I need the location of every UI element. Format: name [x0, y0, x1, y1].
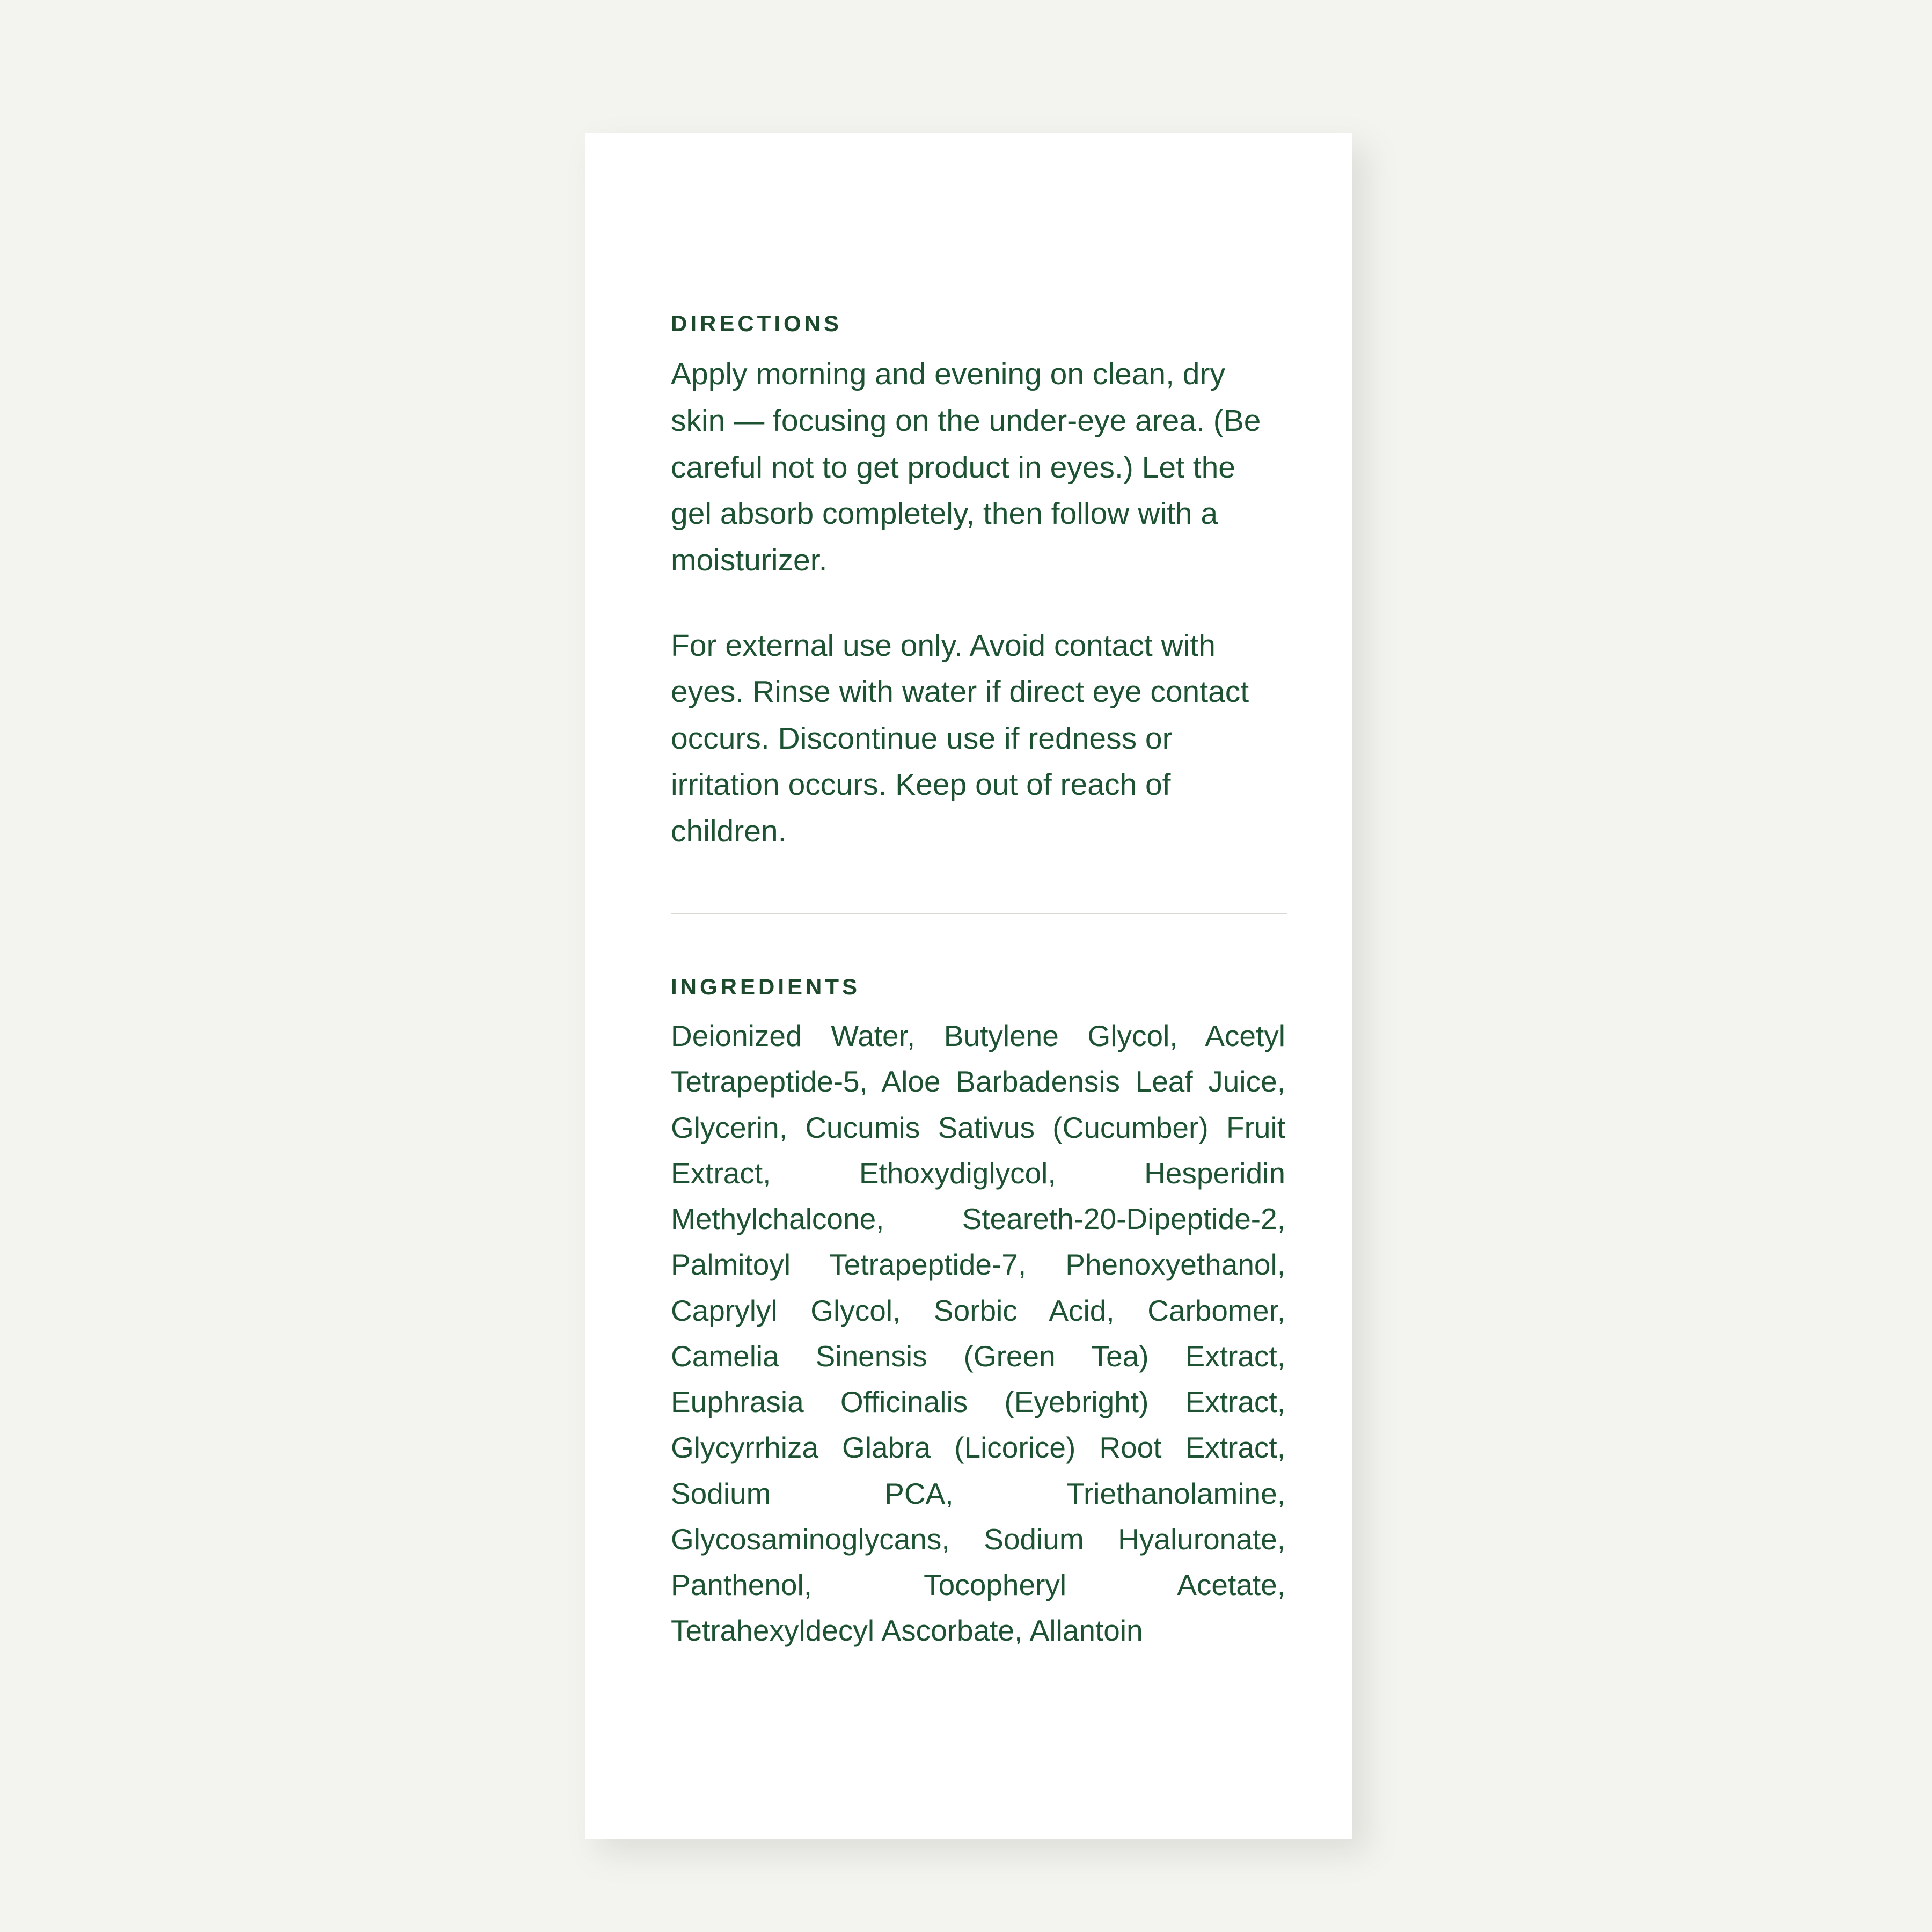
ingredients-list: Deionized Water, Butylene Glycol, Acetyl Tetrapeptide-5, Aloe Barbadensis Leaf Juice, Glycerin, Cucumis Sativus (Cucumber) Fruit Extract, Ethoxydiglycol, Hesperidin Methylchalcone, Steareth-20-Dipeptide-2, Palmitoyl Tetrapeptide-7, Phenoxyethanol, Caprylyl Glycol, Sorbic Acid, Carbomer, Camelia Sinensis (Green Tea) Extract, Euphrasia Officinalis (Eyebright) Extract, Glycyrrhiza Glabra (Licorice) Root Extract, Sodium PCA, Triethanolamine, Glycosaminoglycans, Sodium Hyaluronate, Panthenol, Tocopheryl Acetate, Tetrahexyldecyl Ascorbate, Allantoin	[671, 1019, 1285, 1648]
ingredients-heading: INGREDIENTS	[671, 974, 861, 999]
directions-heading: DIRECTIONS	[671, 311, 843, 336]
ingredients-section	[671, 974, 1287, 1654]
directions-paragraph-warning: For external use only. Avoid contact with eyes. Rinse with water if direct eye contact occurs. Discontinue use if redness or irritation occurs. Keep out of reach of children.	[671, 628, 1249, 849]
label-content	[671, 310, 1287, 1654]
product-label-panel	[585, 133, 1352, 1839]
directions-paragraph-primary: Apply morning and evening on clean, dry skin — focusing on the under-eye area. (Be careful not to get product in eyes.) Let the gel absorb completely, then follow with a moisturizer.	[671, 357, 1261, 577]
directions-section	[671, 310, 1283, 855]
section-divider	[671, 913, 1287, 914]
